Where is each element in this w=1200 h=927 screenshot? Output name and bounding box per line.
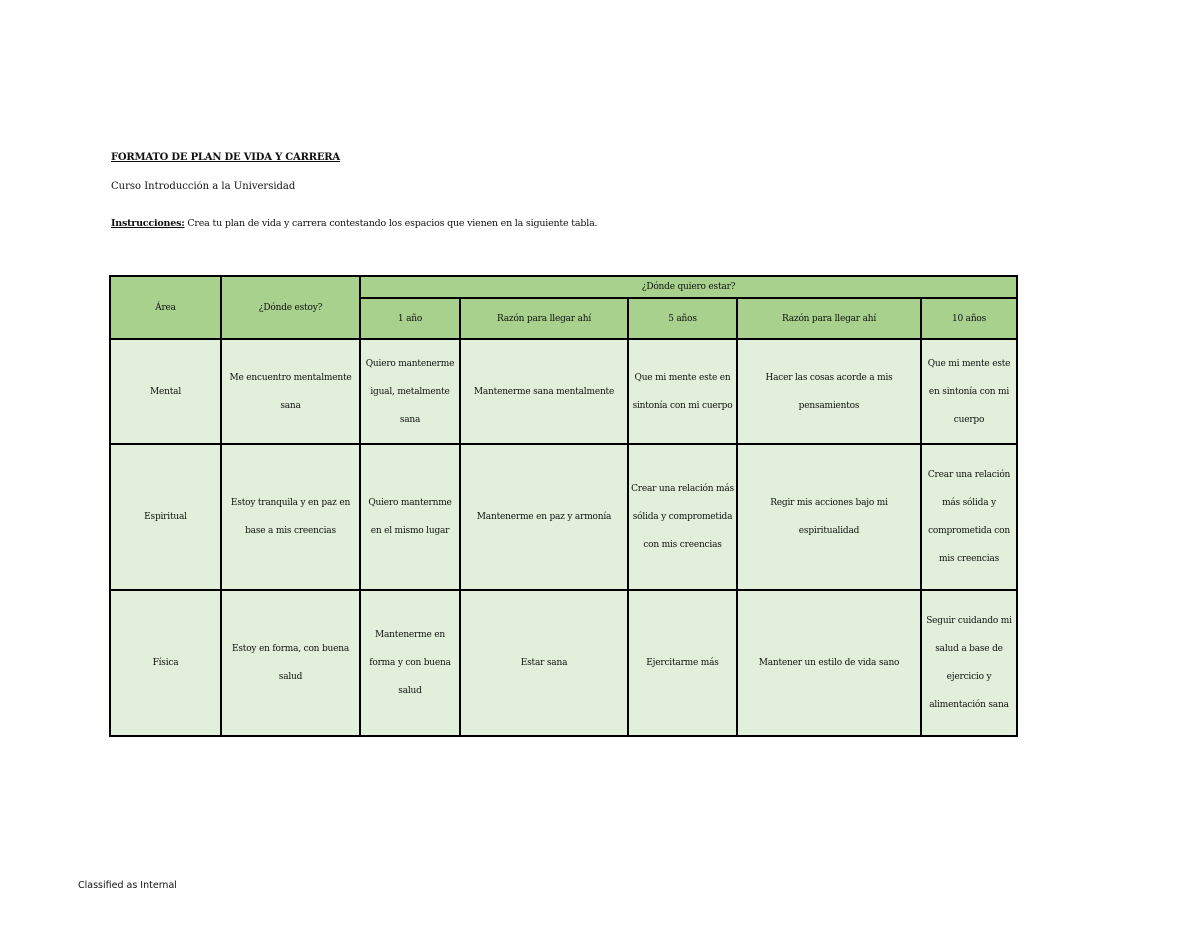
instructions: [111, 218, 597, 229]
header-where-am-i: ¿Dónde estoy?: [221, 276, 360, 339]
classification-footer: Classified as Internal: [78, 880, 177, 891]
cell-1-year: Quiero manternme en el mismo lugar: [360, 444, 460, 590]
cell-1-year: Mantenerme en forma y con buena salud: [360, 590, 460, 736]
row-area: Mental: [110, 339, 221, 444]
header-reason-2: Razón para llegar ahí: [737, 298, 921, 339]
cell-reason-1: Mantenerme sana mentalmente: [460, 339, 628, 444]
course-name: Curso Introducción a la Universidad: [111, 181, 296, 190]
cell-reason-2: Mantener un estilo de vida sano: [737, 590, 921, 736]
cell-where-am-i: Estoy tranquila y en paz en base a mis creencias: [221, 444, 360, 590]
cell-5-years: Que mi mente este en sintonía con mi cuerpo: [628, 339, 737, 444]
table-row: [110, 339, 1017, 444]
header-area: Área: [110, 276, 221, 339]
cell-reason-2: Hacer las cosas acorde a mis pensamientos: [737, 339, 921, 444]
header-5-years: 5 años: [628, 298, 737, 339]
header-where-want: ¿Dónde quiero estar?: [360, 276, 1017, 298]
document-title: FORMATO DE PLAN DE VIDA Y CARRERA: [111, 152, 340, 163]
cell-5-years: Crear una relación más sólida y comprometida con mis creencias: [628, 444, 737, 590]
row-area: Física: [110, 590, 221, 736]
table-row: [110, 444, 1017, 590]
cell-10-years: Seguir cuidando mi salud a base de ejercicio y alimentación sana: [921, 590, 1017, 736]
instructions-label: Instrucciones:: [111, 218, 185, 229]
plan-table: [109, 275, 1018, 737]
cell-10-years: Que mi mente este en sintonía con mi cuerpo: [921, 339, 1017, 444]
cell-reason-1: Estar sana: [460, 590, 628, 736]
instructions-text: Crea tu plan de vida y carrera contestando los espacios que vienen en la siguiente tabla.: [184, 218, 598, 229]
cell-5-years: Ejercitarme más: [628, 590, 737, 736]
cell-where-am-i: Estoy en forma, con buena salud: [221, 590, 360, 736]
cell-where-am-i: Me encuentro mentalmente sana: [221, 339, 360, 444]
cell-reason-2: Regir mis acciones bajo mi espiritualidad: [737, 444, 921, 590]
cell-reason-1: Mantenerme en paz y armonía: [460, 444, 628, 590]
table-row: [110, 590, 1017, 736]
cell-1-year: Quiero mantenerme igual, metalmente sana: [360, 339, 460, 444]
cell-10-years: Crear una relación más sólida y comprometida con mis creencias: [921, 444, 1017, 590]
header-1-year: 1 año: [360, 298, 460, 339]
header-reason-1: Razón para llegar ahí: [460, 298, 628, 339]
header-10-years: 10 años: [921, 298, 1017, 339]
row-area: Espiritual: [110, 444, 221, 590]
